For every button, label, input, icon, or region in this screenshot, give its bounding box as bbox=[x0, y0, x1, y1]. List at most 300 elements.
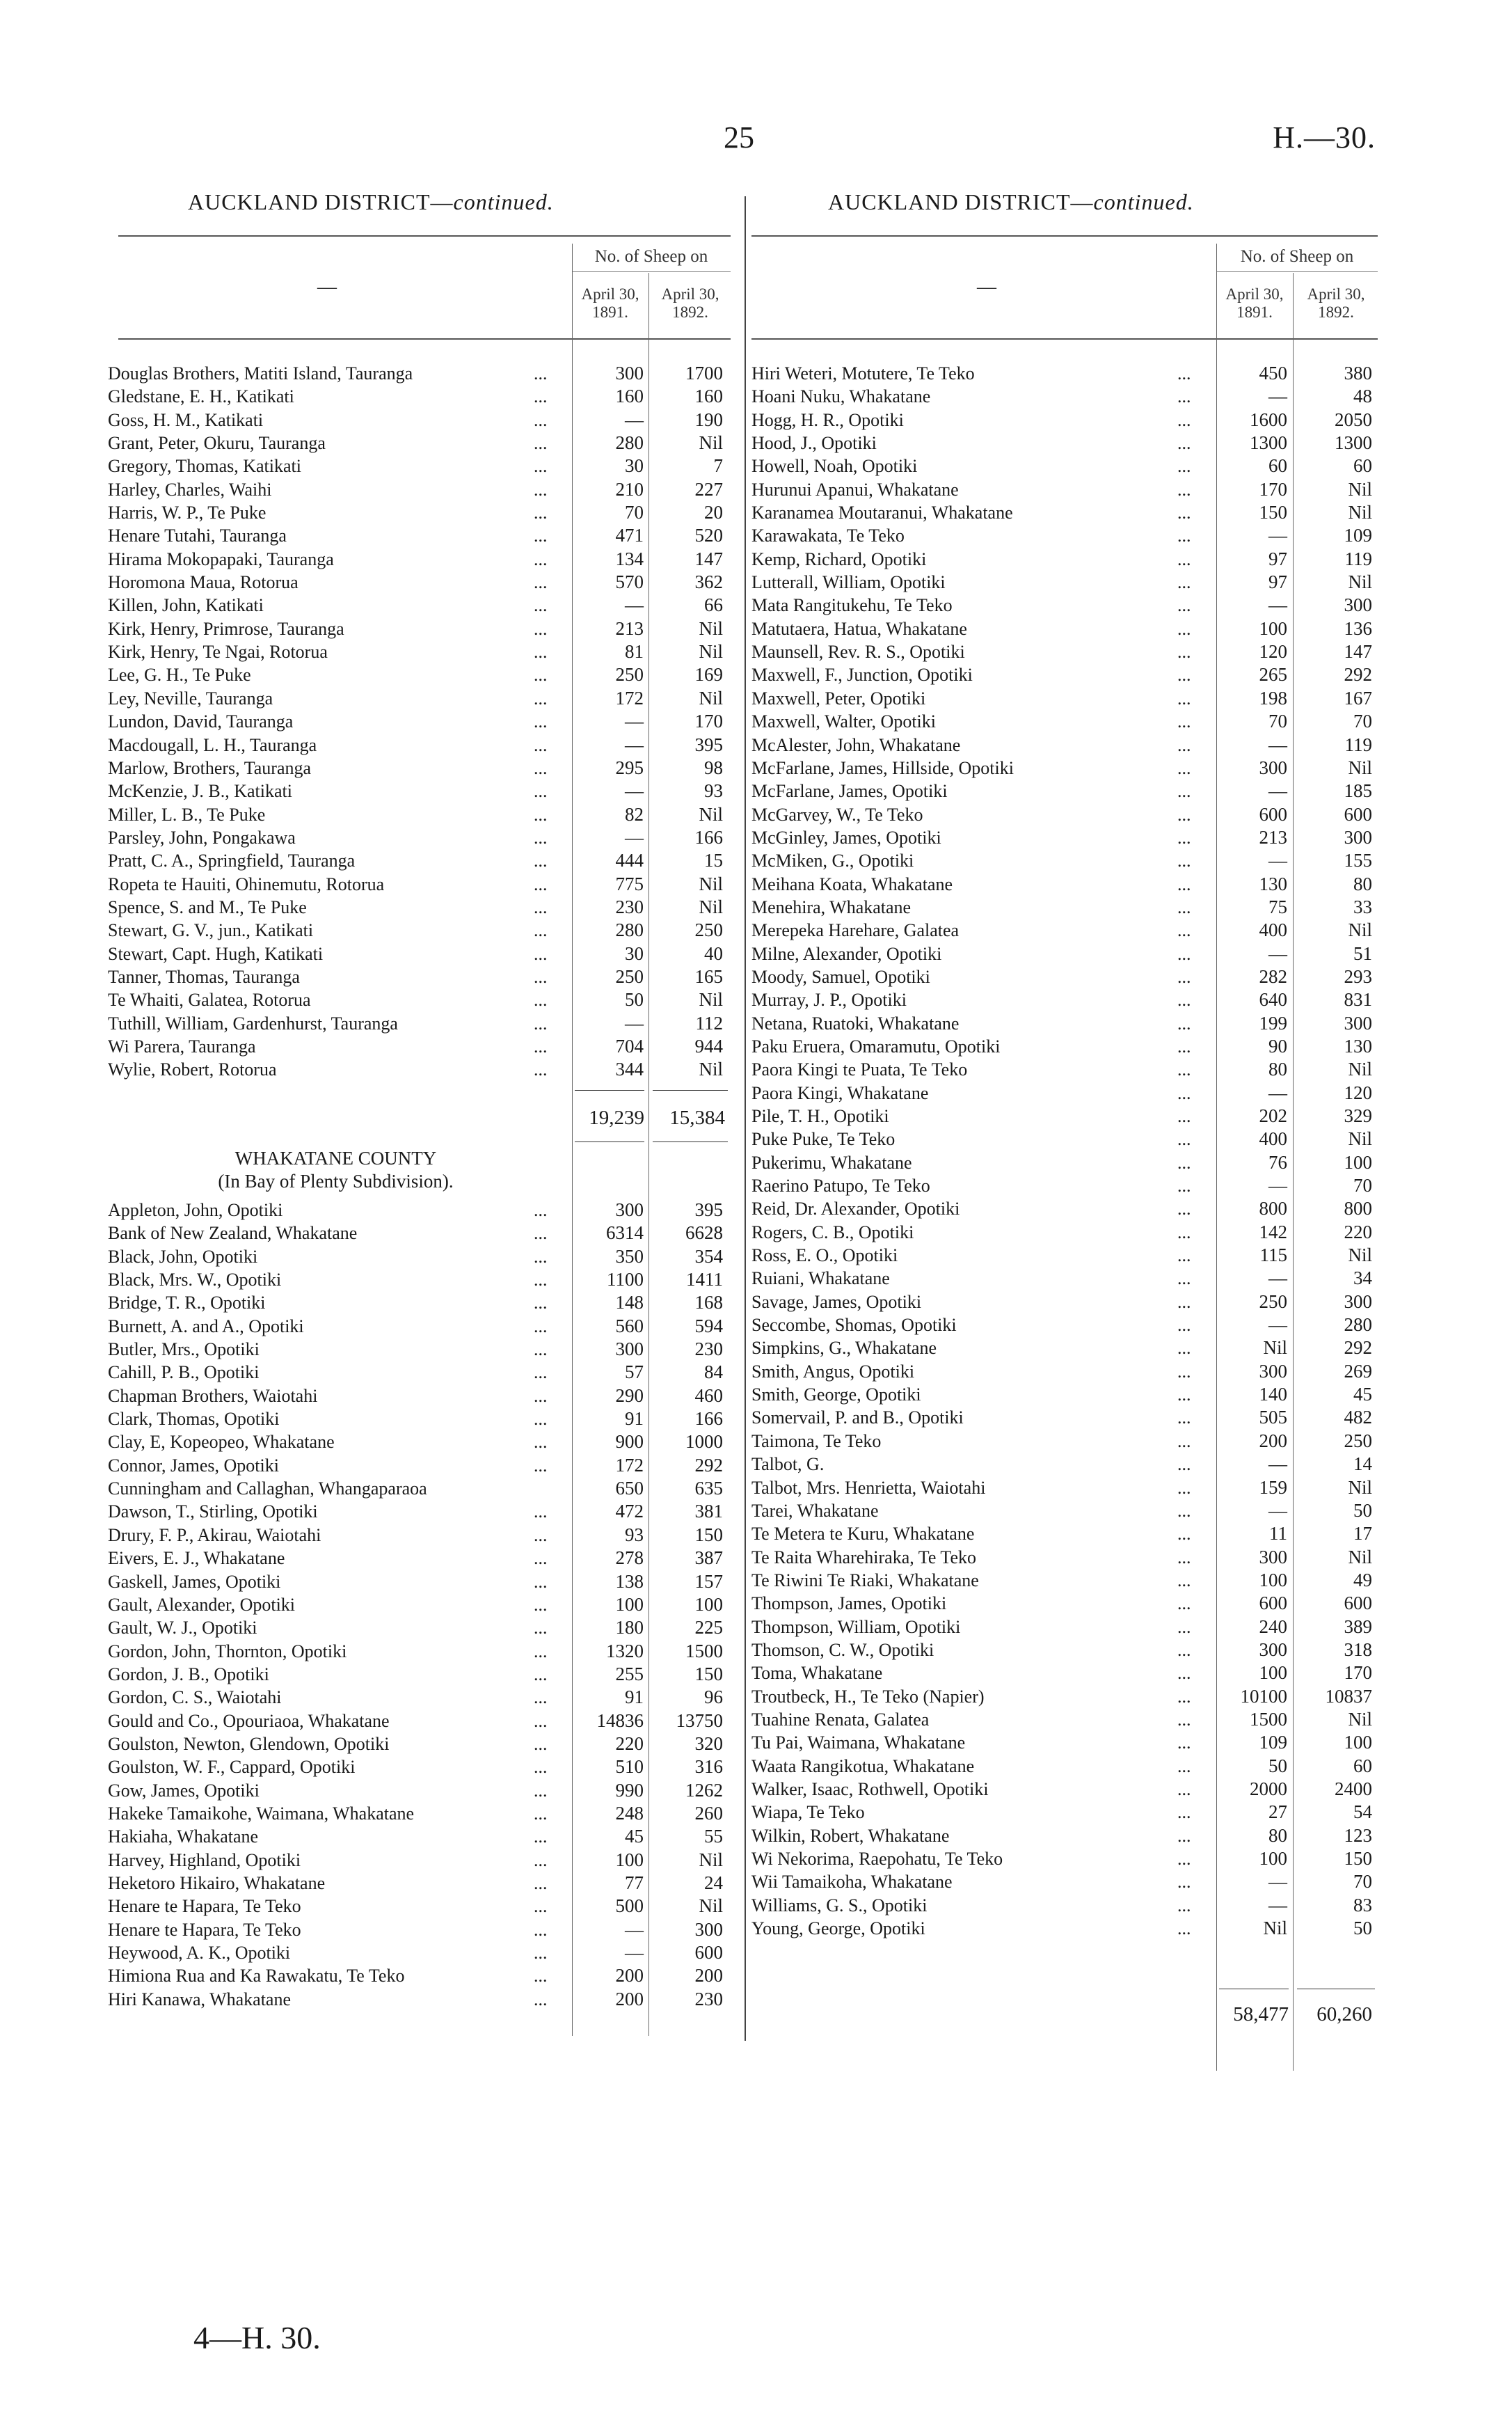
sheep-1892: 292 bbox=[694, 1454, 723, 1476]
sheep-1892: Nil bbox=[1348, 571, 1372, 593]
leader-dots: ... bbox=[534, 851, 548, 871]
table-row bbox=[108, 826, 731, 849]
sheep-1891: 210 bbox=[615, 478, 644, 500]
leader-dots: ... bbox=[534, 1733, 548, 1754]
sheep-1891: 775 bbox=[615, 873, 644, 894]
owner-name: Connor, James, Opotiki bbox=[108, 1455, 279, 1476]
owner-name: Hirama Mokopapaki, Tauranga bbox=[108, 548, 334, 569]
leader-dots: ... bbox=[534, 1059, 548, 1080]
left-colhead-group: No. of Sheep on bbox=[594, 247, 708, 266]
sheep-1892: 160 bbox=[694, 386, 723, 407]
table-row bbox=[108, 1755, 731, 1778]
leader-dots: ... bbox=[1177, 618, 1191, 639]
leader-dots: ... bbox=[1177, 1222, 1191, 1242]
sheep-1892: 1500 bbox=[685, 1640, 723, 1661]
leader-dots: ... bbox=[1177, 804, 1191, 825]
sheep-1891: 500 bbox=[615, 1895, 644, 1917]
table-row bbox=[108, 1430, 731, 1453]
sheep-1891: — bbox=[625, 826, 644, 848]
owner-name: Gow, James, Opotiki bbox=[108, 1780, 260, 1801]
sheep-1892: 250 bbox=[694, 919, 723, 941]
owner-name: Thompson, James, Opotiki bbox=[751, 1593, 947, 1614]
sheep-1892: Nil bbox=[699, 803, 723, 825]
sheep-1891: — bbox=[1268, 942, 1287, 964]
sheep-1891: — bbox=[625, 711, 644, 732]
sheep-1891: — bbox=[625, 594, 644, 616]
center-divider bbox=[745, 196, 746, 2041]
table-row bbox=[108, 1802, 731, 1825]
owner-name: Somervail, P. and B., Opotiki bbox=[751, 1407, 964, 1428]
sheep-1892: Nil bbox=[699, 432, 723, 454]
owner-name: Simpkins, G., Whakatane bbox=[751, 1338, 937, 1359]
table-row bbox=[108, 455, 731, 477]
owner-name: Mata Rangitukehu, Te Teko bbox=[751, 595, 953, 616]
left-group-rule bbox=[572, 271, 731, 272]
sheep-1891: 100 bbox=[615, 1849, 644, 1870]
owner-name: Ross, E. O., Opotiki bbox=[751, 1245, 898, 1266]
sheep-1891: 81 bbox=[625, 641, 644, 663]
sheep-1892: 600 bbox=[694, 1942, 723, 1963]
sheep-1892: 600 bbox=[1344, 803, 1372, 825]
table-row bbox=[751, 988, 1378, 1011]
leader-dots: ... bbox=[1177, 409, 1191, 430]
owner-name: Rogers, C. B., Opotiki bbox=[751, 1222, 914, 1242]
sheep-1891: 14836 bbox=[596, 1709, 644, 1731]
owner-name: Talbot, Mrs. Henrietta, Waiotahi bbox=[751, 1477, 986, 1498]
table-row bbox=[751, 710, 1378, 733]
sheep-1892: 40 bbox=[704, 942, 723, 964]
leader-dots: ... bbox=[534, 734, 548, 755]
sheep-1891: 11 bbox=[1269, 1523, 1287, 1545]
sheep-1892: 50 bbox=[1353, 1918, 1372, 1939]
owner-name: Te Riwini Te Riaki, Whakatane bbox=[751, 1570, 979, 1590]
sheep-1892: 170 bbox=[694, 711, 723, 732]
sheep-1891: 640 bbox=[1259, 989, 1287, 1011]
leader-dots: ... bbox=[534, 1455, 548, 1476]
table-row bbox=[108, 1245, 731, 1268]
leader-dots: ... bbox=[534, 1803, 548, 1824]
leader-dots: ... bbox=[1177, 572, 1191, 593]
sheep-1891: 200 bbox=[615, 1988, 644, 2009]
table-row bbox=[751, 524, 1378, 547]
owner-name: Eivers, E. J., Whakatane bbox=[108, 1548, 285, 1569]
owner-name: Toma, Whakatane bbox=[751, 1663, 883, 1684]
table-row bbox=[751, 734, 1378, 757]
sheep-1892: 13750 bbox=[676, 1709, 723, 1731]
sheep-1892: 60 bbox=[1353, 455, 1372, 477]
left-colhead-1891: April 30, 1891. bbox=[581, 285, 639, 321]
leader-dots: ... bbox=[1177, 1338, 1191, 1359]
sheep-1892: 60 bbox=[1353, 1755, 1372, 1776]
sheep-1891: 100 bbox=[1259, 1569, 1287, 1590]
sheep-1891: 300 bbox=[1259, 1546, 1287, 1567]
table-row bbox=[751, 1174, 1378, 1197]
leader-dots: ... bbox=[1177, 688, 1191, 709]
leader-dots: ... bbox=[1177, 874, 1191, 894]
leader-dots: ... bbox=[534, 1896, 548, 1917]
right-colhead-group: No. of Sheep on bbox=[1240, 247, 1354, 266]
leader-dots: ... bbox=[1177, 456, 1191, 477]
leader-dots: ... bbox=[534, 1385, 548, 1406]
sheep-1892: 54 bbox=[1353, 1801, 1372, 1823]
owner-name: Troutbeck, H., Te Teko (Napier) bbox=[751, 1686, 985, 1707]
sheep-1892: Nil bbox=[699, 896, 723, 917]
owner-name: Tuthill, William, Gardenhurst, Tauranga bbox=[108, 1013, 398, 1034]
owner-name: Hiri Kanawa, Whakatane bbox=[108, 1989, 292, 2009]
table-row bbox=[751, 409, 1378, 432]
leader-dots: ... bbox=[1177, 757, 1191, 778]
leader-dots: ... bbox=[534, 1246, 548, 1267]
table-row bbox=[108, 1663, 731, 1686]
sheep-1892: 250 bbox=[1344, 1430, 1372, 1451]
owner-name: Gordon, J. B., Opotiki bbox=[108, 1664, 269, 1684]
owner-name: Hiri Weteri, Motutere, Te Teko bbox=[751, 363, 975, 384]
sheep-1892: 300 bbox=[1344, 826, 1372, 848]
table-row bbox=[108, 432, 731, 455]
leader-dots: ... bbox=[1177, 433, 1191, 454]
county-subtitle: (In Bay of Plenty Subdivision). bbox=[218, 1171, 454, 1192]
table-row bbox=[751, 663, 1378, 686]
page-footer: 4—H. 30. bbox=[193, 2320, 321, 2355]
owner-name: Walker, Isaac, Rothwell, Opotiki bbox=[751, 1778, 989, 1799]
owner-name: Hogg, H. R., Opotiki bbox=[751, 409, 904, 430]
sheep-1891: 150 bbox=[1259, 502, 1287, 523]
owner-name: Te Metera te Kuru, Whakatane bbox=[751, 1524, 975, 1545]
table-row bbox=[108, 1058, 731, 1081]
leader-dots: ... bbox=[534, 1362, 548, 1383]
sheep-1891: — bbox=[625, 409, 644, 430]
owner-name: Gould and Co., Opouriaoa, Whakatane bbox=[108, 1710, 390, 1731]
right-heading bbox=[828, 189, 1194, 215]
leader-dots: ... bbox=[534, 1548, 548, 1569]
sheep-1892: Nil bbox=[699, 1849, 723, 1870]
table-row bbox=[751, 757, 1378, 780]
table-row bbox=[751, 826, 1378, 849]
sheep-1892: 170 bbox=[1344, 1662, 1372, 1684]
sheep-1892: 200 bbox=[694, 1965, 723, 1986]
sheep-1892: 165 bbox=[694, 965, 723, 987]
sheep-1891: 255 bbox=[615, 1663, 644, 1684]
sheep-1892: Nil bbox=[1348, 757, 1372, 778]
owner-name: Maxwell, Walter, Opotiki bbox=[751, 711, 937, 732]
sheep-1891: — bbox=[625, 780, 644, 802]
owner-name: Lundon, David, Tauranga bbox=[108, 711, 294, 732]
left-heading-cont: continued. bbox=[453, 189, 554, 214]
owner-name: Karanamea Moutaranui, Whakatane bbox=[751, 503, 1013, 523]
owner-name: Kemp, Richard, Opotiki bbox=[751, 548, 927, 569]
leader-dots: ... bbox=[1177, 966, 1191, 987]
sheep-1892: 150 bbox=[694, 1524, 723, 1545]
sheep-1891: 278 bbox=[615, 1547, 644, 1569]
sheep-1892: 354 bbox=[694, 1245, 723, 1267]
table-row bbox=[751, 1383, 1378, 1406]
leader-dots: ... bbox=[1177, 1778, 1191, 1799]
owner-name: Gault, W. J., Opotiki bbox=[108, 1618, 257, 1638]
leader-dots: ... bbox=[1177, 1639, 1191, 1660]
owner-name: Tarei, Whakatane bbox=[751, 1500, 879, 1521]
owner-name: Spence, S. and M., Te Puke bbox=[108, 896, 307, 917]
sheep-1891: — bbox=[625, 1918, 644, 1940]
left-subtotal-1892: 15,384 bbox=[669, 1107, 725, 1129]
owner-name: Wii Tamaikoha, Whakatane bbox=[751, 1872, 953, 1893]
sheep-1892: Nil bbox=[699, 989, 723, 1011]
table-row bbox=[108, 710, 731, 733]
table-row bbox=[108, 1686, 731, 1709]
owner-name: Gordon, John, Thornton, Opotiki bbox=[108, 1641, 347, 1661]
sheep-1892: 2050 bbox=[1335, 409, 1372, 430]
table-row bbox=[751, 1661, 1378, 1684]
leader-dots: ... bbox=[1177, 1129, 1191, 1150]
owner-name: Hood, J., Opotiki bbox=[751, 433, 877, 454]
table-row bbox=[751, 1430, 1378, 1453]
table-row bbox=[108, 1035, 731, 1058]
left-colhead-dash: — bbox=[317, 276, 337, 298]
sheep-1892: Nil bbox=[699, 617, 723, 639]
table-row bbox=[108, 409, 731, 432]
owner-name: Milne, Alexander, Opotiki bbox=[751, 943, 942, 964]
sheep-1892: Nil bbox=[1348, 1476, 1372, 1498]
table-row bbox=[108, 1384, 731, 1407]
sheep-1892: 831 bbox=[1344, 989, 1372, 1011]
sheep-1892: 166 bbox=[694, 826, 723, 848]
sheep-1892: 70 bbox=[1353, 1871, 1372, 1893]
table-row bbox=[108, 1268, 731, 1291]
sheep-1892: 70 bbox=[1353, 1175, 1372, 1196]
leader-dots: ... bbox=[534, 943, 548, 964]
leader-dots: ... bbox=[534, 688, 548, 709]
right-heading-main: AUCKLAND DISTRICT— bbox=[828, 189, 1094, 214]
owner-name: Goss, H. M., Katikati bbox=[108, 409, 264, 430]
owner-name: Murray, J. P., Opotiki bbox=[751, 990, 907, 1011]
sheep-1891: 70 bbox=[1268, 711, 1287, 732]
leader-dots: ... bbox=[534, 757, 548, 778]
sheep-1892: 1000 bbox=[685, 1431, 723, 1453]
table-row bbox=[108, 780, 731, 803]
sheep-1891: — bbox=[1268, 1894, 1287, 1915]
sheep-1892: 15 bbox=[704, 850, 723, 871]
right-colhead-1891: April 30, 1891. bbox=[1225, 285, 1284, 321]
table-row bbox=[108, 734, 731, 757]
sheep-1892: 594 bbox=[694, 1315, 723, 1336]
sheep-1891: 220 bbox=[615, 1732, 644, 1754]
sheep-1891: 6314 bbox=[606, 1222, 644, 1244]
owner-name: McGarvey, W., Te Teko bbox=[751, 804, 923, 825]
sheep-1891: — bbox=[1268, 734, 1287, 755]
sheep-1891: 91 bbox=[625, 1408, 644, 1430]
table-row bbox=[108, 849, 731, 872]
table-row bbox=[751, 1058, 1378, 1081]
sheep-1891: 97 bbox=[1268, 548, 1287, 569]
table-row bbox=[108, 1222, 731, 1245]
sheep-1891: 115 bbox=[1259, 1245, 1287, 1266]
leader-dots: ... bbox=[1177, 1732, 1191, 1753]
sheep-1891: 199 bbox=[1259, 1012, 1287, 1034]
owner-name: Goulston, W. F., Cappard, Opotiki bbox=[108, 1757, 356, 1778]
table-row bbox=[108, 1709, 731, 1732]
leader-dots: ... bbox=[534, 1501, 548, 1522]
sheep-1891: 159 bbox=[1259, 1476, 1287, 1498]
sheep-1892: 800 bbox=[1344, 1198, 1372, 1219]
right-header-bottom-rule bbox=[751, 338, 1378, 340]
leader-dots: ... bbox=[1177, 1268, 1191, 1289]
county-heading bbox=[108, 1147, 564, 1194]
table-row bbox=[108, 1315, 731, 1338]
sheep-1891: — bbox=[1268, 386, 1287, 407]
table-row bbox=[751, 1360, 1378, 1383]
leader-dots: ... bbox=[1177, 1825, 1191, 1846]
sheep-1891: 50 bbox=[625, 989, 644, 1011]
leader-dots: ... bbox=[1177, 711, 1191, 732]
owner-name: Howell, Noah, Opotiki bbox=[751, 456, 918, 477]
table-row bbox=[751, 1151, 1378, 1174]
owner-name: Tanner, Thomas, Tauranga bbox=[108, 966, 300, 987]
sheep-1891: 600 bbox=[1259, 1593, 1287, 1614]
leader-dots: ... bbox=[534, 618, 548, 639]
sheep-1891: 248 bbox=[615, 1802, 644, 1824]
sheep-1891: Nil bbox=[1263, 1918, 1287, 1939]
sheep-1891: 82 bbox=[625, 803, 644, 825]
sheep-1892: 225 bbox=[694, 1617, 723, 1638]
sheep-1891: 1300 bbox=[1250, 432, 1287, 454]
sheep-1892: Nil bbox=[699, 1059, 723, 1080]
sheep-1891: — bbox=[625, 1012, 644, 1034]
table-row bbox=[108, 1941, 731, 1964]
owner-name: Wiapa, Te Teko bbox=[751, 1802, 865, 1823]
leader-dots: ... bbox=[1177, 1199, 1191, 1219]
owner-name: Marlow, Brothers, Tauranga bbox=[108, 757, 312, 778]
sheep-1892: 17 bbox=[1353, 1523, 1372, 1545]
sheep-1892: 395 bbox=[694, 734, 723, 755]
leader-dots: ... bbox=[1177, 734, 1191, 755]
sheep-1891: 57 bbox=[625, 1361, 644, 1383]
table-row bbox=[751, 780, 1378, 803]
leader-dots: ... bbox=[534, 920, 548, 941]
sheep-1891: — bbox=[1268, 1871, 1287, 1893]
table-row bbox=[751, 965, 1378, 988]
leader-dots: ... bbox=[1177, 1895, 1191, 1915]
sheep-1891: 800 bbox=[1259, 1198, 1287, 1219]
sheep-1891: 300 bbox=[615, 1338, 644, 1360]
leader-dots: ... bbox=[1177, 595, 1191, 616]
sheep-1892: 482 bbox=[1344, 1407, 1372, 1428]
table-row bbox=[108, 873, 731, 896]
table-row bbox=[751, 1197, 1378, 1220]
owner-name: Henare te Hapara, Te Teko bbox=[108, 1919, 301, 1940]
sheep-1891: 213 bbox=[1259, 826, 1287, 848]
leader-dots: ... bbox=[534, 456, 548, 477]
sheep-1891: 70 bbox=[625, 502, 644, 523]
table-row bbox=[751, 1638, 1378, 1661]
owner-name: Maunsell, Rev. R. S., Opotiki bbox=[751, 642, 965, 663]
leader-dots: ... bbox=[534, 409, 548, 430]
sheep-1892: 150 bbox=[1344, 1848, 1372, 1869]
owner-name: Te Raita Wharehiraka, Te Teko bbox=[751, 1547, 977, 1567]
table-row bbox=[108, 1779, 731, 1802]
sheep-1892: 600 bbox=[1344, 1593, 1372, 1614]
sheep-1892: 84 bbox=[704, 1361, 723, 1383]
leader-dots: ... bbox=[534, 827, 548, 848]
sheep-1891: 100 bbox=[1259, 1848, 1287, 1869]
owner-name: Cunningham and Callaghan, Whangaparaoa bbox=[108, 1478, 427, 1499]
table-row bbox=[108, 988, 731, 1011]
owner-name: Gaskell, James, Opotiki bbox=[108, 1571, 281, 1592]
owner-name: Tu Pai, Waimana, Whakatane bbox=[751, 1732, 966, 1753]
leader-dots: ... bbox=[1177, 1361, 1191, 1382]
sheep-1892: Nil bbox=[1348, 1546, 1372, 1567]
table-row bbox=[751, 1336, 1378, 1359]
owner-name: Henare Tutahi, Tauranga bbox=[108, 526, 287, 546]
owner-name: Appleton, John, Opotiki bbox=[108, 1200, 283, 1220]
table-row bbox=[108, 1407, 731, 1430]
owner-name: Talbot, G. bbox=[751, 1454, 825, 1475]
owner-name: Thomson, C. W., Opotiki bbox=[751, 1639, 934, 1660]
sheep-1892: 260 bbox=[694, 1802, 723, 1824]
table-row bbox=[751, 1082, 1378, 1105]
table-row bbox=[751, 1847, 1378, 1870]
sheep-1891: 510 bbox=[615, 1756, 644, 1778]
leader-dots: ... bbox=[1177, 1524, 1191, 1545]
sheep-1892: 119 bbox=[1344, 734, 1372, 755]
table-row bbox=[108, 1477, 731, 1500]
leader-dots: ... bbox=[534, 572, 548, 593]
table-row bbox=[108, 594, 731, 617]
table-row bbox=[108, 1500, 731, 1523]
sheep-1892: Nil bbox=[699, 641, 723, 663]
sheep-1891: — bbox=[1268, 1082, 1287, 1103]
sheep-1891: 50 bbox=[1268, 1755, 1287, 1776]
sheep-1892: 389 bbox=[1344, 1616, 1372, 1637]
county-title: WHAKATANE COUNTY bbox=[234, 1148, 437, 1169]
sheep-1892: 381 bbox=[694, 1501, 723, 1522]
table-row bbox=[108, 1825, 731, 1848]
sheep-1891: 290 bbox=[615, 1384, 644, 1406]
leader-dots: ... bbox=[1177, 1106, 1191, 1126]
owner-name: Williams, G. S., Opotiki bbox=[751, 1895, 928, 1915]
leader-dots: ... bbox=[534, 1989, 548, 2009]
leader-dots: ... bbox=[534, 1826, 548, 1847]
owner-name: Moody, Samuel, Opotiki bbox=[751, 966, 930, 987]
sheep-1892: 169 bbox=[694, 664, 723, 686]
sheep-1892: Nil bbox=[699, 1895, 723, 1917]
leader-dots: ... bbox=[1177, 386, 1191, 407]
leader-dots: ... bbox=[534, 665, 548, 686]
sheep-1892: 166 bbox=[694, 1408, 723, 1430]
table-row bbox=[751, 1313, 1378, 1336]
sheep-1891: 100 bbox=[1259, 1662, 1287, 1684]
sheep-1892: 329 bbox=[1344, 1105, 1372, 1126]
leader-dots: ... bbox=[534, 966, 548, 987]
right-colhead-dash: — bbox=[977, 276, 996, 298]
owner-name: Parsley, John, Pongakawa bbox=[108, 827, 296, 848]
leader-dots: ... bbox=[1177, 1849, 1191, 1869]
sheep-1891: 505 bbox=[1259, 1407, 1287, 1428]
table-row bbox=[108, 757, 731, 780]
leader-dots: ... bbox=[1177, 503, 1191, 523]
sheep-1892: 2400 bbox=[1335, 1778, 1372, 1799]
leader-dots: ... bbox=[534, 1316, 548, 1336]
leader-dots: ... bbox=[1177, 827, 1191, 848]
table-row bbox=[751, 1453, 1378, 1476]
owner-name: Pukerimu, Whakatane bbox=[751, 1152, 912, 1173]
sheep-1891: — bbox=[1268, 780, 1287, 802]
leader-dots: ... bbox=[534, 990, 548, 1011]
sheep-1891: 80 bbox=[1268, 1824, 1287, 1846]
sheep-1891: — bbox=[1268, 525, 1287, 546]
leader-dots: ... bbox=[534, 1919, 548, 1940]
table-row bbox=[108, 919, 731, 942]
owner-name: Grant, Peter, Okuru, Tauranga bbox=[108, 433, 326, 454]
table-row bbox=[108, 1964, 731, 1987]
